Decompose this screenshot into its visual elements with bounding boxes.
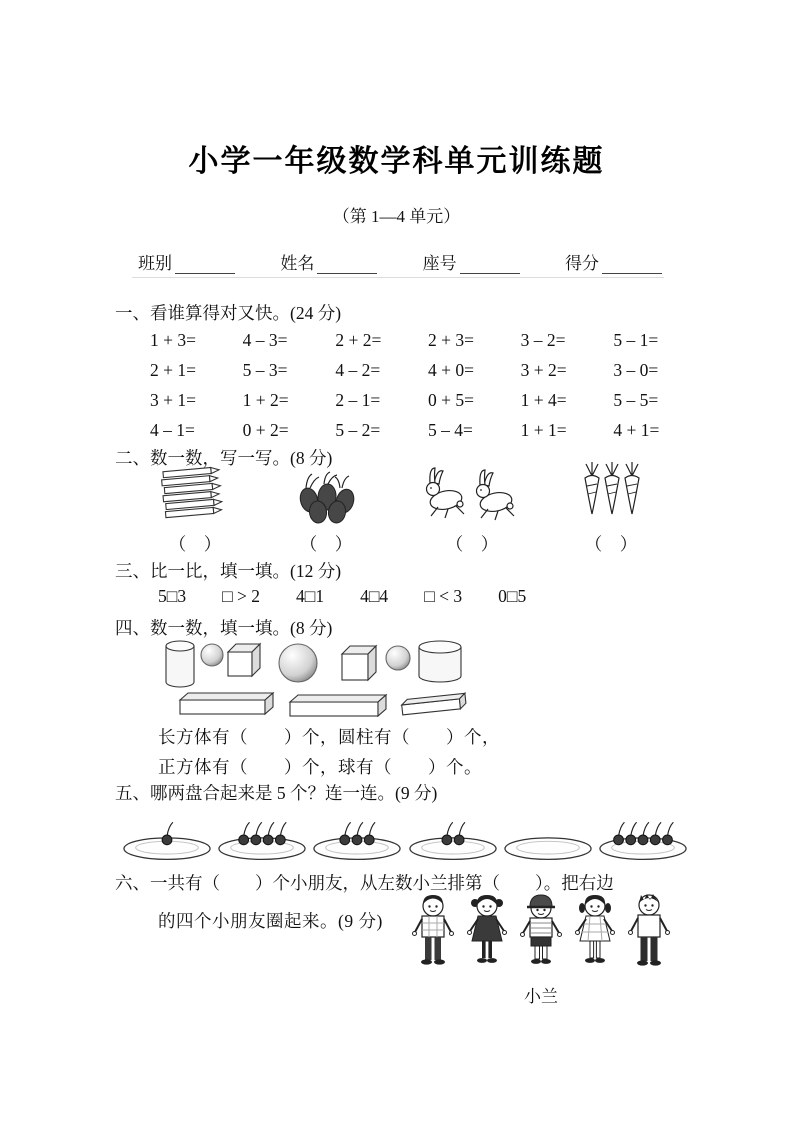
section-3-heading: 三、比一比，填一填。(12 分)	[115, 561, 342, 581]
calc-problem: 2 + 3=	[427, 330, 474, 350]
solids-fill-line-2: 正方体有（ ）个，球有（ ）个。	[158, 757, 482, 777]
plate-image	[122, 804, 212, 862]
calc-problem: 2 – 1=	[335, 390, 381, 410]
count-blank-3: （ ）	[445, 534, 499, 554]
section-1-heading: 一、看谁算得对又快。(24 分)	[115, 303, 342, 323]
solid-shapes-image	[150, 638, 490, 723]
child-figure-5	[624, 892, 674, 976]
calc-problem: 0 + 2=	[242, 420, 289, 440]
calc-problem: 2 + 2=	[335, 330, 382, 350]
calc-problem: 1 + 1=	[520, 420, 567, 440]
field-seat-blank	[460, 254, 520, 274]
page-subtitle: （第 1—4 单元）	[332, 207, 461, 226]
field-score-blank	[602, 254, 662, 274]
section-2-heading: 二、数一数，写一写。(8 分)	[115, 448, 333, 468]
child-figure-2	[462, 892, 512, 976]
field-seat	[423, 249, 520, 274]
calc-problem: 4 – 3=	[242, 330, 288, 350]
calc-problem: 1 + 3=	[150, 330, 196, 350]
solids-fill-line-1: 长方体有（ ）个，圆柱有（ ）个，	[158, 727, 500, 747]
calc-problem: 4 – 1=	[150, 420, 195, 440]
rabbits-image	[420, 464, 520, 524]
children-row	[408, 892, 674, 976]
count-blank-2: （ ）	[299, 534, 353, 554]
child-figure-4	[570, 892, 620, 976]
section-5-heading: 五、哪两盘合起来是 5 个？连一连。(9 分)	[115, 783, 438, 803]
compare-item: 5□3	[158, 586, 187, 606]
compare-item: □ < 3	[424, 586, 463, 606]
child-figure-1	[408, 892, 458, 976]
field-name-blank	[317, 254, 377, 274]
field-class	[138, 249, 235, 274]
page-title: 小学一年级数学科单元训练题	[188, 145, 605, 178]
carrots-image	[580, 460, 644, 522]
plate-image	[408, 804, 498, 862]
calc-problem: 3 + 1=	[150, 390, 196, 410]
calc-problem: 3 – 0=	[613, 360, 659, 380]
calc-problem: 3 – 2=	[520, 330, 566, 350]
field-seat-label: 座号	[422, 254, 457, 273]
field-name-label: 姓名	[280, 254, 315, 273]
field-score-label: 得分	[564, 254, 599, 273]
field-name	[280, 249, 377, 274]
xiaolan-label: 小兰	[524, 987, 558, 1006]
section-4-heading: 四、数一数，填一填。(8 分)	[115, 618, 333, 638]
header-divider	[132, 277, 664, 278]
calc-problem: 1 + 4=	[520, 390, 567, 410]
calc-problem: 5 – 4=	[427, 420, 473, 440]
calc-problem: 4 + 0=	[427, 360, 474, 380]
plates-row	[122, 804, 688, 862]
calc-problem: 5 – 1=	[613, 330, 659, 350]
radishes-image	[292, 468, 364, 526]
count-blank-4: （ ）	[584, 534, 638, 554]
field-score	[565, 249, 662, 274]
field-class-blank	[175, 254, 235, 274]
calc-problem: 5 – 5=	[613, 390, 659, 410]
pencils-image	[155, 464, 235, 522]
child-figure-3-xiaolan	[516, 892, 566, 976]
section-6-line-1: 六、一共有（ ）个小朋友，从左数小兰排第（ ）。把右边	[115, 873, 614, 893]
plate-image	[598, 804, 688, 862]
compare-item: □ > 2	[222, 586, 261, 606]
calc-problem: 3 + 2=	[520, 360, 567, 380]
calc-problem: 5 – 3=	[242, 360, 288, 380]
calc-grid	[150, 330, 706, 441]
calc-problem: 2 + 1=	[150, 360, 196, 380]
plate-image	[217, 804, 307, 862]
header-fields	[138, 249, 662, 274]
compare-row	[158, 586, 526, 607]
calc-problem: 4 – 2=	[335, 360, 381, 380]
compare-item: 0□5	[498, 586, 527, 606]
section-6-line-2: 的四个小朋友圈起来。(9 分)	[158, 911, 383, 931]
field-class-label: 班别	[138, 254, 172, 273]
compare-item: 4□4	[360, 586, 389, 606]
plate-image	[312, 804, 402, 862]
compare-item: 4□1	[296, 586, 325, 606]
calc-problem: 4 + 1=	[613, 420, 660, 440]
plate-image	[503, 804, 593, 862]
count-blank-1: （ ）	[168, 534, 222, 554]
calc-problem: 5 – 2=	[335, 420, 381, 440]
calc-problem: 0 + 5=	[427, 390, 474, 410]
calc-problem: 1 + 2=	[242, 390, 289, 410]
